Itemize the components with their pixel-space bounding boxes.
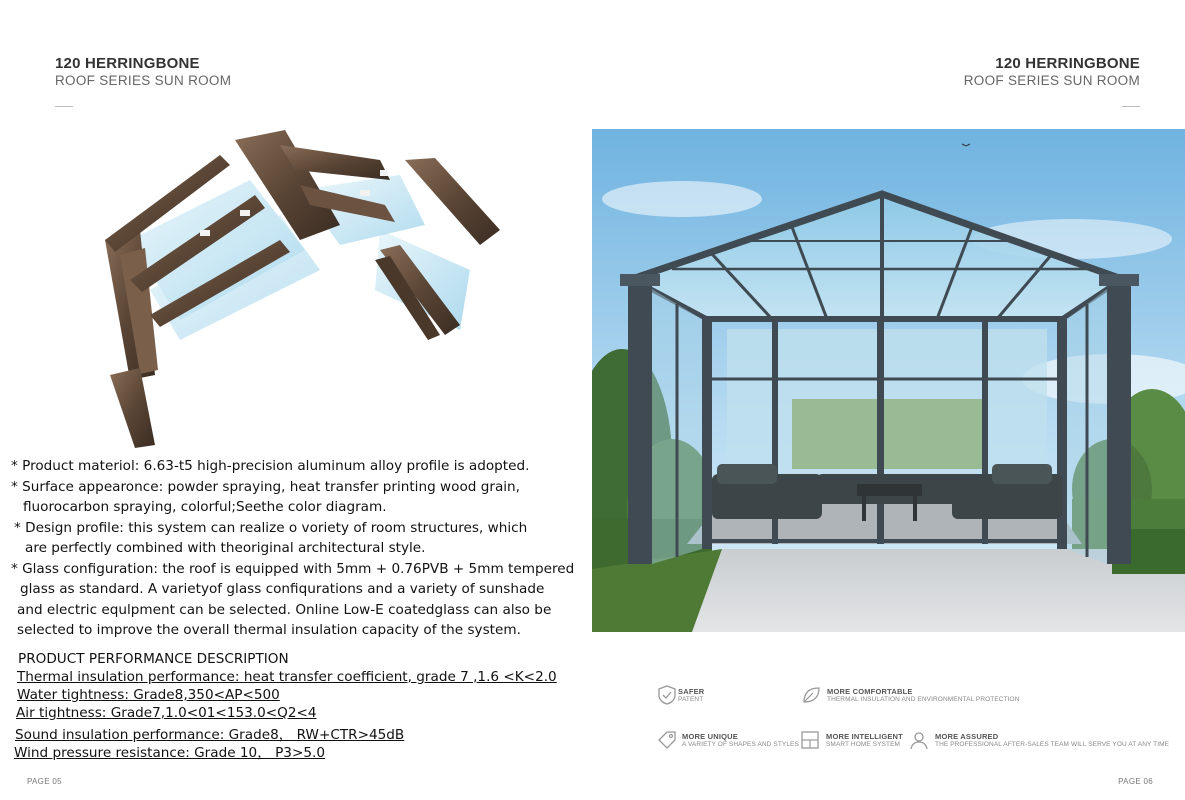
- feature-subtitle: PATENT: [678, 696, 704, 703]
- tag-icon: [656, 729, 678, 751]
- performance-heading: PRODUCT PERFORMANCE DESCRIPTION: [18, 651, 289, 667]
- feature-title: MORE INTELLIGENT: [826, 732, 903, 741]
- left-page-subtitle: ROOF SERIES SUN ROOM: [55, 73, 232, 88]
- page-number-left: PAGE 05: [27, 777, 62, 786]
- bullet-surface: * Surface appearonce: powder spraying, heat transfer printing wood grain,: [11, 478, 520, 495]
- feature-subtitle: A VARIETY OF SHAPES AND STYLES: [682, 741, 799, 748]
- feature-title: MORE COMFORTABLE: [827, 687, 913, 696]
- performance-wind: Wind pressure resistance: Grade 10， P3>5.0: [14, 745, 325, 761]
- performance-thermal: Thermal insulation performance: heat transfer coefficient, grade 7 ,1.6 <K<2.0: [17, 669, 557, 685]
- feature-subtitle: THE PROFESSIONAL AFTER-SALES TEAM WILL SERVE YOU AT ANY TIME: [935, 741, 1170, 748]
- smart-home-icon: [799, 729, 821, 751]
- bullet-design-cont: are perfectly combined with theoriginal architectural style.: [25, 540, 426, 556]
- bullet-glass: * Glass configuration: the roof is equipped with 5mm + 0.76PVB + 5mm tempered: [11, 560, 575, 577]
- shield-check-icon: [656, 684, 678, 706]
- aluminum-profile-exploded-illustration: [50, 130, 510, 450]
- product-description-list: [11, 456, 586, 641]
- feature-title: SAFER: [678, 687, 705, 696]
- bullet-material: * Product materiol: 6.63-t5 high-precision aluminum alloy profile is adopted.: [11, 458, 530, 474]
- right-page-title: 120 HERRINGBONE: [995, 55, 1140, 72]
- feature-subtitle: SMART HOME SYSTEM: [826, 741, 901, 748]
- performance-sound: Sound insulation performance: Grade8， RW+CTR>45dB: [15, 727, 405, 743]
- left-header-divider: [55, 106, 73, 107]
- page-number-right: PAGE 06: [1118, 777, 1153, 786]
- sun-room-photo: [592, 129, 1185, 632]
- right-page-subtitle: ROOF SERIES SUN ROOM: [963, 73, 1140, 88]
- feature-subtitle: THERMAL INSULATION AND ENVIRONMENTAL PROTECTION: [827, 696, 1020, 703]
- bullet-design: * Design profile: this system can realize o voriety of room structures, which: [14, 519, 528, 536]
- bullet-glass-cont-3: selected to improve the overall thermal insulation capacity of the system.: [17, 622, 521, 638]
- bullet-glass-cont-2: and electric equlpment can be selected. Online Low-E coatedglass can also be: [17, 601, 552, 618]
- leaf-icon: [800, 684, 822, 706]
- feature-title: MORE UNIQUE: [682, 732, 738, 741]
- performance-air: Air tightness: Grade7,1.0<01<153.0<Q2<4: [16, 705, 317, 721]
- left-page-title: 120 HERRINGBONE: [55, 55, 200, 72]
- feature-title: MORE ASSURED: [935, 732, 999, 741]
- right-header-divider: [1122, 106, 1140, 107]
- support-person-icon: [908, 729, 930, 751]
- performance-water: Water tightness: Grade8,350<AP<500: [17, 687, 280, 703]
- bullet-surface-cont: fluorocarbon spraying, colorful;Seethe color diagram.: [23, 499, 387, 515]
- bullet-glass-cont-1: glass as standard. A varietyof glass confiqurations and a variety of sunshade: [20, 581, 545, 597]
